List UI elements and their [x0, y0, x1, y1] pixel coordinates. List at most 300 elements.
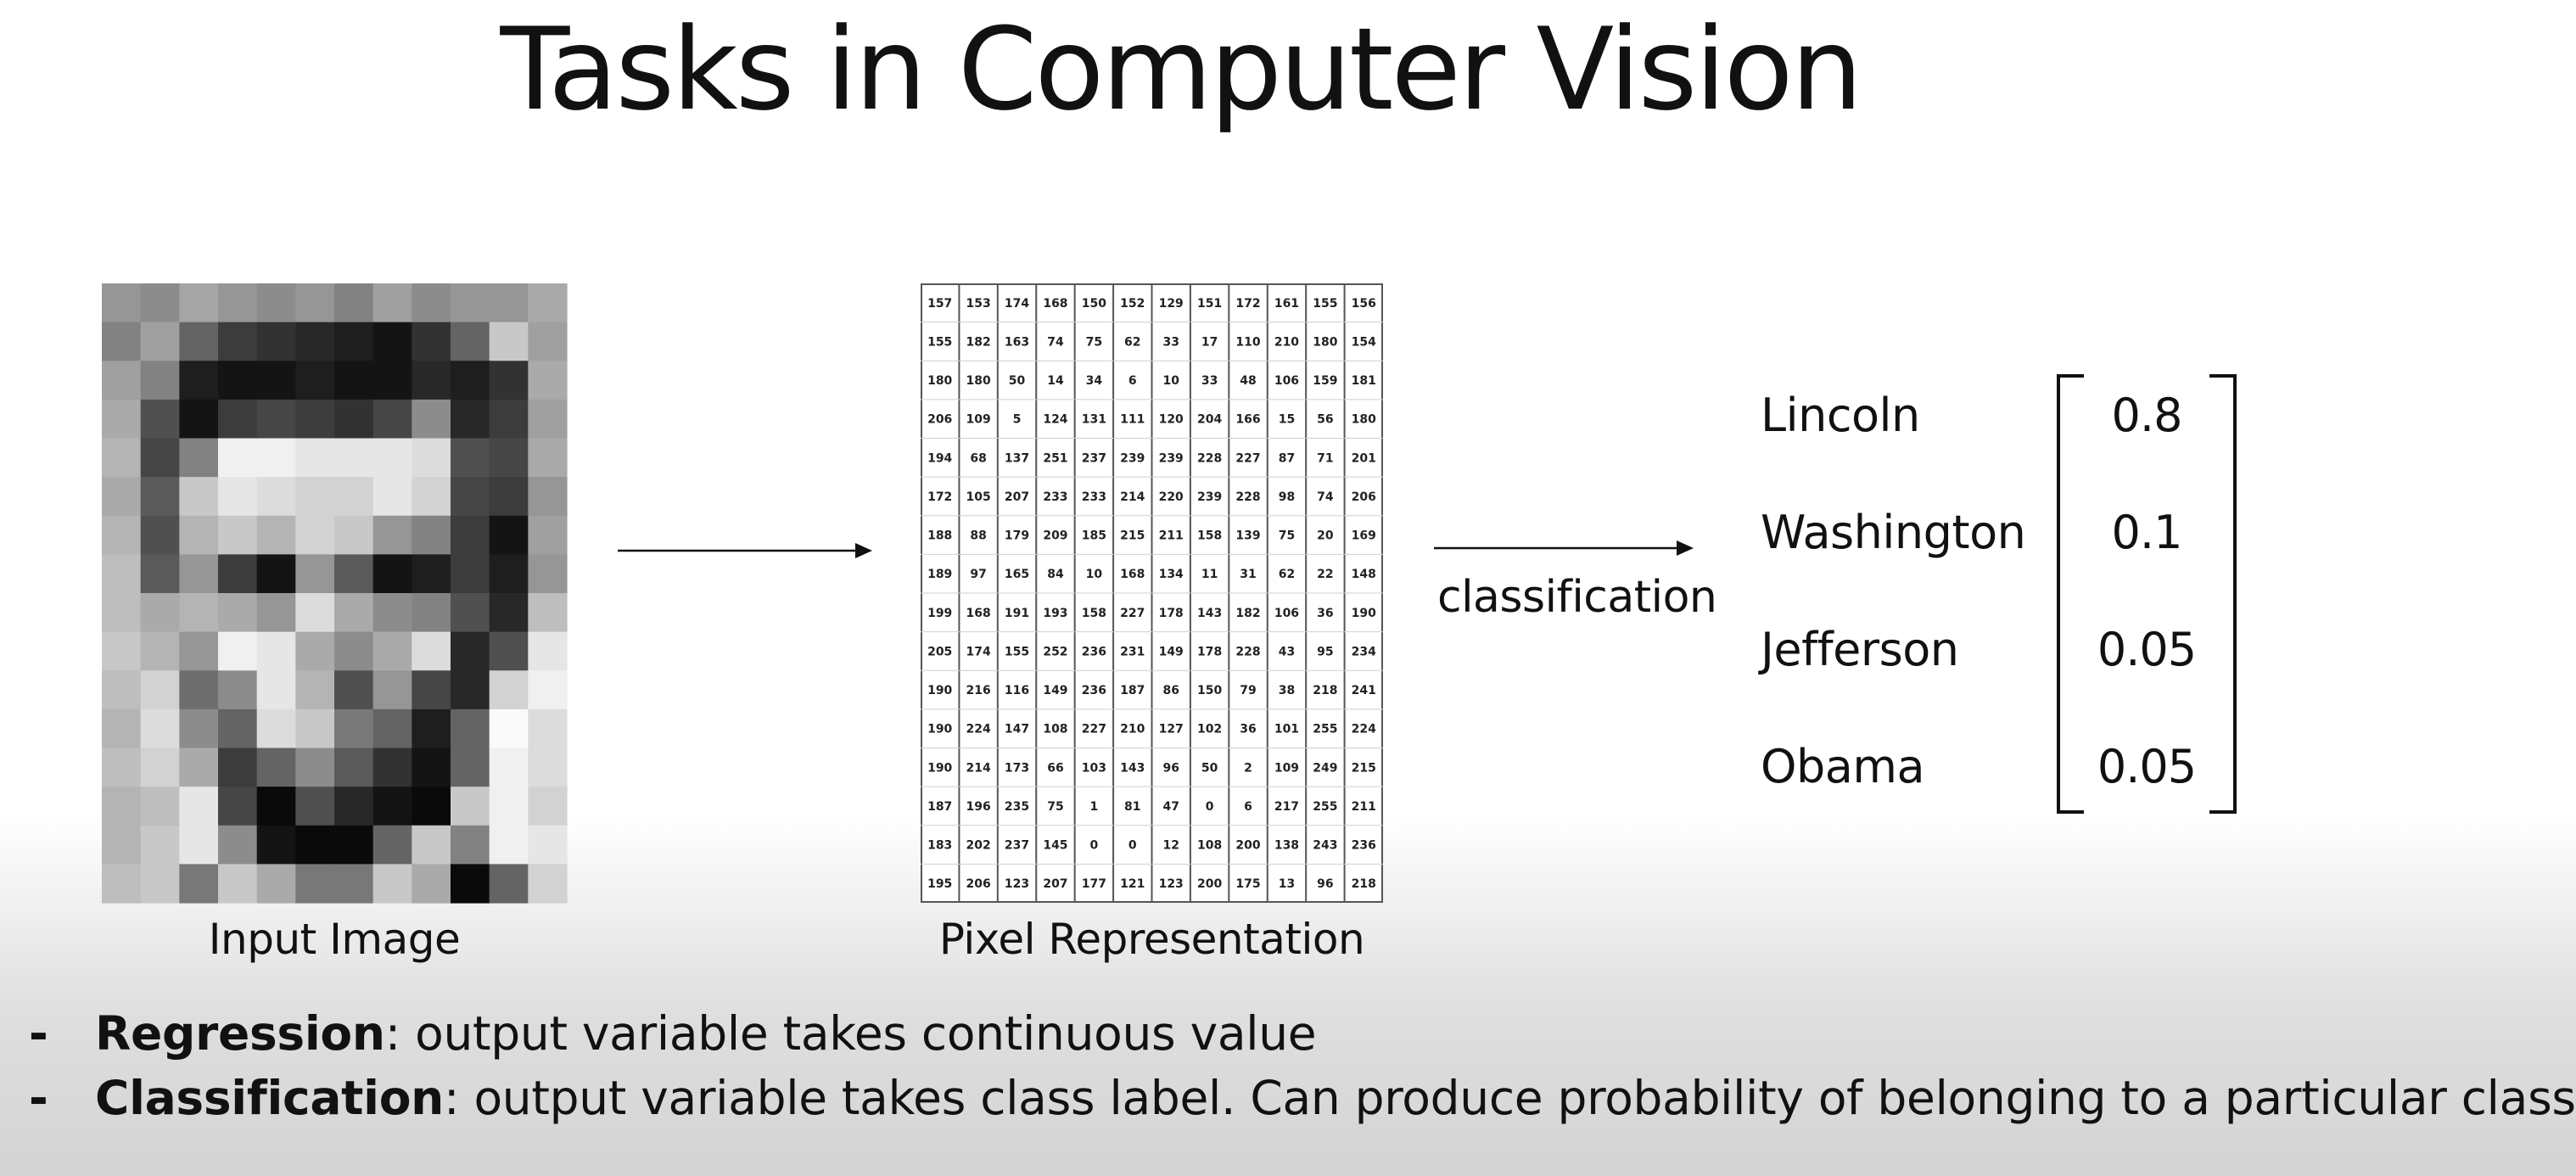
image-pixel: [102, 826, 141, 865]
image-pixel: [528, 439, 567, 478]
pixel-value: 172: [927, 490, 953, 504]
image-pixel: [412, 554, 451, 593]
pixel-value: 143: [1120, 761, 1145, 776]
pixel-value: 147: [1004, 722, 1030, 736]
pixel-value: 235: [1004, 799, 1030, 814]
pixel-value: 218: [1351, 877, 1376, 892]
pixel-value: 68: [970, 451, 987, 466]
image-pixel: [334, 670, 373, 709]
pixel-value: 180: [1351, 412, 1376, 427]
image-pixel: [102, 864, 141, 903]
pixel-value: 71: [1317, 451, 1334, 466]
pixel-value: 187: [1120, 684, 1145, 698]
image-pixel: [179, 593, 218, 632]
image-pixel: [451, 516, 490, 555]
pixel-value: 14: [1047, 374, 1064, 389]
pixel-value: 169: [1351, 529, 1376, 543]
pixel-value: 151: [1197, 296, 1223, 311]
pixel-value: 0: [1205, 799, 1214, 814]
image-pixel: [373, 477, 412, 516]
image-pixel: [141, 477, 180, 516]
pixel-value: 159: [1313, 374, 1338, 389]
pixel-value: 216: [966, 684, 991, 698]
image-pixel: [218, 709, 257, 748]
pixel-value: 158: [1197, 529, 1223, 543]
pixel-value: 190: [927, 722, 953, 736]
bullet-term: Classification: [95, 1071, 445, 1125]
pixel-value: 56: [1317, 412, 1334, 427]
pixel-value: 154: [1351, 335, 1376, 350]
image-pixel: [295, 554, 334, 593]
image-pixel: [490, 632, 529, 671]
image-pixel: [218, 787, 257, 826]
image-pixel: [257, 322, 296, 361]
pixel-value: 101: [1274, 722, 1300, 736]
pixel-value: 200: [1235, 838, 1261, 853]
image-pixel: [141, 439, 180, 478]
pixel-value: 106: [1274, 606, 1300, 620]
image-pixel: [218, 670, 257, 709]
image-pixel: [141, 283, 180, 322]
image-pixel: [295, 787, 334, 826]
pixel-value: 103: [1081, 761, 1106, 776]
image-pixel: [141, 632, 180, 671]
pixel-value: 88: [970, 529, 987, 543]
pixel-value: 236: [1081, 645, 1106, 659]
image-pixel: [373, 826, 412, 865]
image-pixel: [257, 826, 296, 865]
image-pixel: [257, 439, 296, 478]
image-pixel: [412, 361, 451, 400]
image-pixel: [373, 593, 412, 632]
pixel-value: 123: [1004, 877, 1030, 892]
image-pixel: [412, 787, 451, 826]
image-pixel: [257, 361, 296, 400]
image-pixel: [218, 361, 257, 400]
image-pixel: [179, 439, 218, 478]
pixel-value: 205: [927, 645, 953, 659]
pixel-value: 207: [1043, 877, 1068, 892]
image-pixel: [373, 400, 412, 439]
image-pixel: [412, 670, 451, 709]
pixel-value: 236: [1351, 838, 1376, 853]
pixel-value: 109: [966, 412, 991, 427]
image-pixel: [412, 322, 451, 361]
image-pixel: [102, 400, 141, 439]
pixel-value: 168: [966, 606, 991, 620]
image-pixel: [412, 826, 451, 865]
pixel-value: 34: [1085, 374, 1103, 389]
image-pixel: [179, 400, 218, 439]
pixel-value: 190: [1351, 606, 1376, 620]
bullet-term: Regression: [95, 1006, 385, 1061]
pixel-value: 148: [1351, 568, 1376, 582]
pixel-value: 75: [1047, 799, 1064, 814]
image-pixel: [141, 864, 180, 903]
pixel-value: 180: [1313, 335, 1338, 350]
image-pixel: [373, 322, 412, 361]
pixel-value: 10: [1162, 374, 1179, 389]
image-pixel: [295, 439, 334, 478]
image-pixel: [451, 439, 490, 478]
pixel-value: 224: [1351, 722, 1376, 736]
image-pixel: [528, 709, 567, 748]
image-pixel: [373, 787, 412, 826]
pixel-value: 50: [1201, 761, 1218, 776]
pixel-value: 110: [1235, 335, 1261, 350]
pixel-value: 210: [1274, 335, 1300, 350]
image-pixel: [257, 477, 296, 516]
image-pixel: [528, 632, 567, 671]
image-pixel: [141, 400, 180, 439]
image-pixel: [451, 632, 490, 671]
image-pixel: [141, 593, 180, 632]
image-pixel: [218, 554, 257, 593]
image-pixel: [257, 632, 296, 671]
image-pixel: [528, 400, 567, 439]
image-pixel: [257, 516, 296, 555]
image-pixel: [451, 709, 490, 748]
pixel-value: 177: [1081, 877, 1106, 892]
image-pixel: [490, 400, 529, 439]
image-pixel: [490, 826, 529, 865]
pixel-value: 33: [1201, 374, 1218, 389]
image-pixel: [179, 748, 218, 787]
image-pixel: [141, 787, 180, 826]
pixel-value: 138: [1274, 838, 1300, 853]
pixel-value: 150: [1197, 684, 1223, 698]
image-pixel: [141, 322, 180, 361]
pixel-value: 182: [1235, 606, 1261, 620]
pixel-value: 206: [966, 877, 991, 892]
image-pixel: [102, 477, 141, 516]
pixel-value: 81: [1124, 799, 1141, 814]
pixel-value: 190: [927, 761, 953, 776]
pixel-value: 181: [1351, 374, 1376, 389]
image-pixel: [295, 322, 334, 361]
pixel-value: 150: [1081, 296, 1106, 311]
pixel-value: 183: [927, 838, 953, 853]
pixel-value: 155: [927, 335, 953, 350]
pixel-value: 191: [1004, 606, 1030, 620]
image-pixel: [257, 787, 296, 826]
pixel-value: 233: [1043, 490, 1068, 504]
image-pixel: [257, 400, 296, 439]
image-pixel: [490, 593, 529, 632]
pixel-value: 105: [966, 490, 991, 504]
pixel-value: 178: [1197, 645, 1223, 659]
pixel-value: 36: [1317, 606, 1334, 620]
pixel-value: 168: [1043, 296, 1068, 311]
pixel-value: 0: [1089, 838, 1099, 853]
image-pixel: [528, 283, 567, 322]
pixel-value: 153: [966, 296, 991, 311]
pixel-value: 202: [966, 838, 991, 853]
pixel-value: 155: [1004, 645, 1030, 659]
image-pixel: [334, 593, 373, 632]
pixel-value: 194: [927, 451, 953, 466]
pixel-value: 74: [1317, 490, 1334, 504]
image-pixel: [451, 864, 490, 903]
pixel-value: 251: [1043, 451, 1068, 466]
image-pixel: [412, 400, 451, 439]
image-pixel: [102, 670, 141, 709]
pixel-value: 2: [1244, 761, 1252, 776]
pixel-value: 123: [1158, 877, 1184, 892]
image-pixel: [490, 516, 529, 555]
image-pixel: [295, 864, 334, 903]
pixel-value: 116: [1004, 684, 1030, 698]
pixel-value: 13: [1278, 877, 1296, 892]
pixel-value: 10: [1085, 568, 1103, 582]
image-pixel: [334, 477, 373, 516]
pixel-value: 66: [1047, 761, 1064, 776]
image-pixel: [102, 632, 141, 671]
image-pixel: [102, 361, 141, 400]
pixel-value: 139: [1235, 529, 1261, 543]
pixel-value: 149: [1158, 645, 1184, 659]
pixel-value: 210: [1120, 722, 1145, 736]
pixel-value: 84: [1047, 568, 1064, 582]
class-label-lincoln: Lincoln: [1761, 389, 1920, 442]
pixel-value: 211: [1158, 529, 1184, 543]
class-label-jefferson: Jefferson: [1761, 623, 1959, 676]
image-pixel: [179, 632, 218, 671]
pixel-value: 166: [1235, 412, 1261, 427]
image-pixel: [334, 787, 373, 826]
image-pixel: [179, 864, 218, 903]
pixel-value: 62: [1278, 568, 1296, 582]
image-pixel: [257, 748, 296, 787]
image-pixel: [528, 554, 567, 593]
pixel-value: 207: [1004, 490, 1030, 504]
image-pixel: [102, 439, 141, 478]
pixel-value: 187: [927, 799, 953, 814]
image-pixel: [218, 748, 257, 787]
pixel-value: 96: [1162, 761, 1179, 776]
image-pixel: [373, 283, 412, 322]
pixel-value: 36: [1240, 722, 1257, 736]
pixel-value: 152: [1120, 296, 1145, 311]
image-pixel: [528, 593, 567, 632]
pixel-value: 228: [1235, 645, 1261, 659]
image-pixel: [295, 516, 334, 555]
pixel-value: 6: [1128, 374, 1137, 389]
pixel-value: 6: [1244, 799, 1252, 814]
image-pixel: [179, 283, 218, 322]
image-pixel: [295, 748, 334, 787]
image-pixel: [490, 709, 529, 748]
pixel-value: 174: [1004, 296, 1030, 311]
classification-arrow-label: classification: [1437, 572, 1717, 623]
image-pixel: [373, 670, 412, 709]
probability-obama: 0.05: [2097, 740, 2197, 793]
image-pixel: [373, 554, 412, 593]
image-pixel: [451, 787, 490, 826]
image-pixel: [451, 826, 490, 865]
image-pixel: [141, 709, 180, 748]
pixel-value: 11: [1201, 568, 1218, 582]
bullet-description: : output variable takes class label. Can produce probability of belonging to a particular class: [444, 1071, 2576, 1125]
image-pixel: [102, 709, 141, 748]
pixel-value: 179: [1004, 529, 1030, 543]
pixel-value: 124: [1043, 412, 1068, 427]
image-pixel: [451, 361, 490, 400]
image-pixel: [295, 826, 334, 865]
pixel-value: 175: [1235, 877, 1261, 892]
pixel-value: 231: [1120, 645, 1145, 659]
image-pixel: [179, 477, 218, 516]
pixel-value: 143: [1197, 606, 1223, 620]
pixel-value: 227: [1235, 451, 1261, 466]
pixel-value: 108: [1197, 838, 1223, 853]
pixel-value: 1: [1089, 799, 1099, 814]
image-pixel: [334, 632, 373, 671]
image-pixel: [451, 748, 490, 787]
pixel-value: 145: [1043, 838, 1068, 853]
image-pixel: [490, 748, 529, 787]
image-pixel: [218, 516, 257, 555]
image-pixel: [218, 322, 257, 361]
pixel-value: 157: [927, 296, 953, 311]
pixel-value: 155: [1313, 296, 1338, 311]
image-pixel: [412, 748, 451, 787]
pixel-value: 172: [1235, 296, 1261, 311]
image-pixel: [490, 283, 529, 322]
image-pixel: [295, 361, 334, 400]
image-pixel: [451, 593, 490, 632]
image-pixel: [334, 709, 373, 748]
image-pixel: [218, 864, 257, 903]
image-pixel: [179, 709, 218, 748]
image-pixel: [451, 477, 490, 516]
pixel-value: 209: [1043, 529, 1068, 543]
pixel-value: 95: [1317, 645, 1334, 659]
image-pixel: [257, 283, 296, 322]
pixel-value: 227: [1081, 722, 1106, 736]
pixel-value: 86: [1162, 684, 1179, 698]
image-pixel: [451, 670, 490, 709]
pixel-value-grid: [921, 283, 1383, 903]
pixel-value: 106: [1274, 374, 1300, 389]
pixel-value: 43: [1278, 645, 1296, 659]
image-pixel: [373, 709, 412, 748]
pixel-value: 149: [1043, 684, 1068, 698]
slide-title: Tasks in Computer Vision: [500, 3, 1861, 136]
pixel-value: 227: [1120, 606, 1145, 620]
image-pixel: [373, 632, 412, 671]
pixel-value: 180: [966, 374, 991, 389]
pixel-value: 195: [927, 877, 953, 892]
pixel-value: 109: [1274, 761, 1300, 776]
pixel-value: 75: [1085, 335, 1103, 350]
image-pixel: [334, 400, 373, 439]
pixel-value: 174: [966, 645, 991, 659]
image-pixel: [141, 361, 180, 400]
image-pixel: [451, 283, 490, 322]
image-pixel: [528, 787, 567, 826]
pixel-value: 237: [1081, 451, 1106, 466]
pixel-value: 47: [1162, 799, 1179, 814]
pixel-value: 200: [1197, 877, 1223, 892]
pixel-value: 189: [927, 568, 953, 582]
image-pixel: [373, 864, 412, 903]
pixel-value: 129: [1158, 296, 1184, 311]
image-pixel: [412, 593, 451, 632]
pixel-value: 193: [1043, 606, 1068, 620]
pixel-value: 204: [1197, 412, 1223, 427]
image-pixel: [412, 516, 451, 555]
pixel-value: 211: [1351, 799, 1376, 814]
pixel-value: 120: [1158, 412, 1184, 427]
image-pixel: [102, 283, 141, 322]
pixel-value: 201: [1351, 451, 1376, 466]
right-arrow-icon: [1434, 535, 1694, 561]
pixel-value: 215: [1120, 529, 1145, 543]
pixel-value: 178: [1158, 606, 1184, 620]
right-arrow-icon: [618, 538, 872, 563]
image-pixel: [257, 709, 296, 748]
image-pixel: [102, 322, 141, 361]
image-pixel: [179, 516, 218, 555]
pixel-value: 241: [1351, 684, 1376, 698]
pixel-value: 102: [1197, 722, 1223, 736]
image-pixel: [373, 439, 412, 478]
image-pixel: [373, 516, 412, 555]
pixel-value: 173: [1004, 761, 1030, 776]
pixel-value: 237: [1004, 838, 1030, 853]
image-pixel: [412, 864, 451, 903]
pixel-value: 98: [1278, 490, 1296, 504]
pixel-value: 239: [1158, 451, 1184, 466]
image-pixel: [179, 787, 218, 826]
image-pixel: [141, 826, 180, 865]
pixel-value: 161: [1274, 296, 1300, 311]
image-pixel: [451, 322, 490, 361]
pixel-value: 180: [927, 374, 953, 389]
image-pixel: [490, 322, 529, 361]
image-pixel: [334, 554, 373, 593]
image-pixel: [490, 477, 529, 516]
pixel-value: 206: [1351, 490, 1376, 504]
image-pixel: [218, 632, 257, 671]
pixel-value: 249: [1313, 761, 1338, 776]
image-pixel: [179, 361, 218, 400]
image-pixel: [490, 787, 529, 826]
pixel-value: 17: [1201, 335, 1218, 350]
pixel-value: 15: [1278, 412, 1296, 427]
pixel-value: 190: [927, 684, 953, 698]
image-pixel: [528, 322, 567, 361]
image-pixel: [412, 283, 451, 322]
pixel-value: 199: [927, 606, 953, 620]
image-pixel: [141, 748, 180, 787]
pixel-value: 48: [1240, 374, 1257, 389]
image-pixel: [102, 554, 141, 593]
image-pixel: [490, 361, 529, 400]
image-pixel: [295, 477, 334, 516]
pixel-value: 185: [1081, 529, 1106, 543]
pixel-value: 252: [1043, 645, 1068, 659]
image-pixel: [179, 554, 218, 593]
class-label-obama: Obama: [1761, 740, 1925, 793]
pixel-value: 20: [1317, 529, 1334, 543]
pixel-value: 215: [1351, 761, 1376, 776]
probability-washington: 0.1: [2111, 506, 2182, 559]
pixel-value: 220: [1158, 490, 1184, 504]
pixel-value: 233: [1081, 490, 1106, 504]
class-label-washington: Washington: [1761, 506, 2026, 559]
